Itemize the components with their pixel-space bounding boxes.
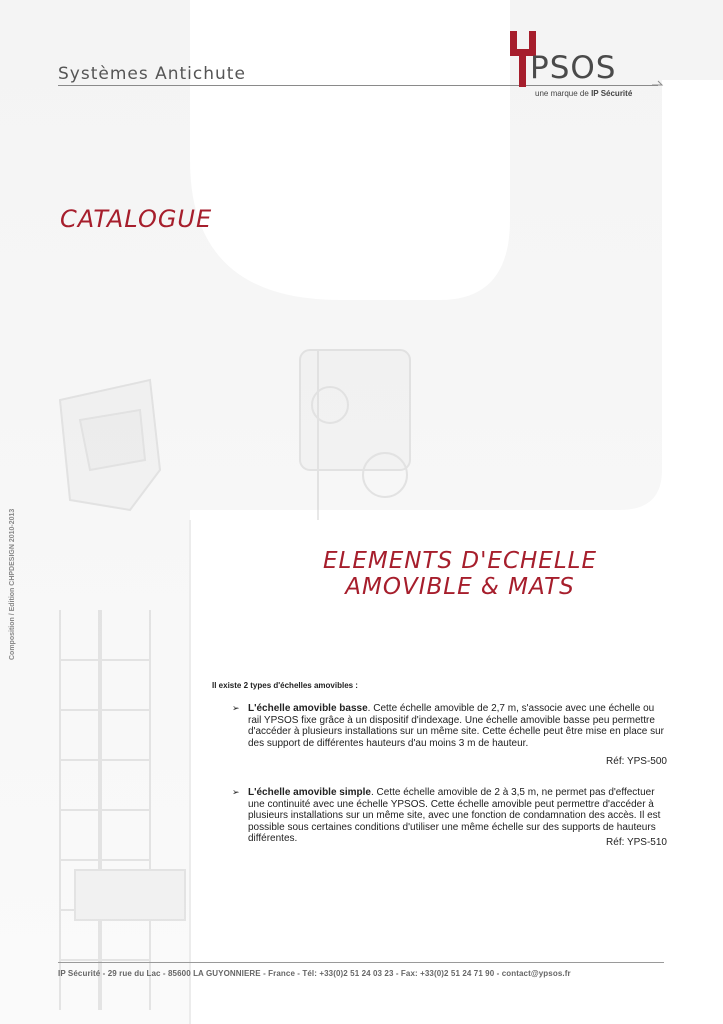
footer-divider — [58, 962, 664, 963]
logo-wordmark: PSOS — [530, 50, 617, 86]
catalogue-label: CATALOGUE — [60, 205, 213, 233]
list-item-term: L'échelle amovible simple — [248, 787, 371, 798]
vertical-credit: Composition / Edition CHPDESIGN 2010-2013 — [9, 508, 16, 660]
header-section-title: Systèmes Antichute — [58, 64, 246, 84]
list-item-body — [248, 703, 668, 749]
reference-code: Réf: YPS-510 — [606, 837, 667, 848]
bullet-arrow-icon: ➢ — [232, 703, 240, 713]
list-item-text: . Cette échelle amovible de 2,7 m, s'associe avec une échelle ou rail YPSOS fixe grâce à un dispositif d'indexage. Une échelle amovible basse peu permettre d'accéder à plusieurs installations sur un même site. Cette échelle peut être mise en place sur des support de différentes hauteurs d'au moins 3 m de hauteur. — [248, 703, 665, 749]
list-item — [232, 787, 668, 845]
page-title-line-2: AMOVIBLE & MATS — [345, 574, 575, 600]
list-item-body — [248, 787, 668, 845]
ypsos-logo — [508, 31, 658, 87]
list-item-term: L'échelle amovible basse — [248, 703, 368, 714]
brand-tagline-prefix: une marque de — [535, 89, 589, 98]
footer-contact: IP Sécurité - 29 rue du Lac - 85600 LA GUYONNIERE - France - Tél: +33(0)2 51 24 03 23 - Fax: +33(0)2 51 24 71 90 - contact@ypsos.fr — [58, 969, 571, 978]
brand-tagline — [535, 89, 632, 98]
brand-tagline-company: IP Sécurité — [591, 89, 633, 98]
reference-code: Réf: YPS-500 — [606, 756, 667, 767]
page-title — [280, 548, 640, 600]
list-item-text: . Cette échelle amovible de 2 à 3,5 m, ne permet pas d'effectuer une continuité avec une échelle YPSOS. Cette échelle amovible peut permettre d'accéder à plusieurs installations sur un même site, avec une fonction de condamnation des accès. Il est possible sous certaines conditions d'utiliser une même échelle sur des supports de hauteurs différentes. — [248, 787, 661, 844]
page-title-line-1: ELEMENTS D'ECHELLE — [322, 548, 598, 574]
list-item — [232, 703, 668, 749]
intro-text: Il existe 2 types d'échelles amovibles : — [212, 681, 358, 690]
bullet-arrow-icon: ➢ — [232, 787, 240, 797]
